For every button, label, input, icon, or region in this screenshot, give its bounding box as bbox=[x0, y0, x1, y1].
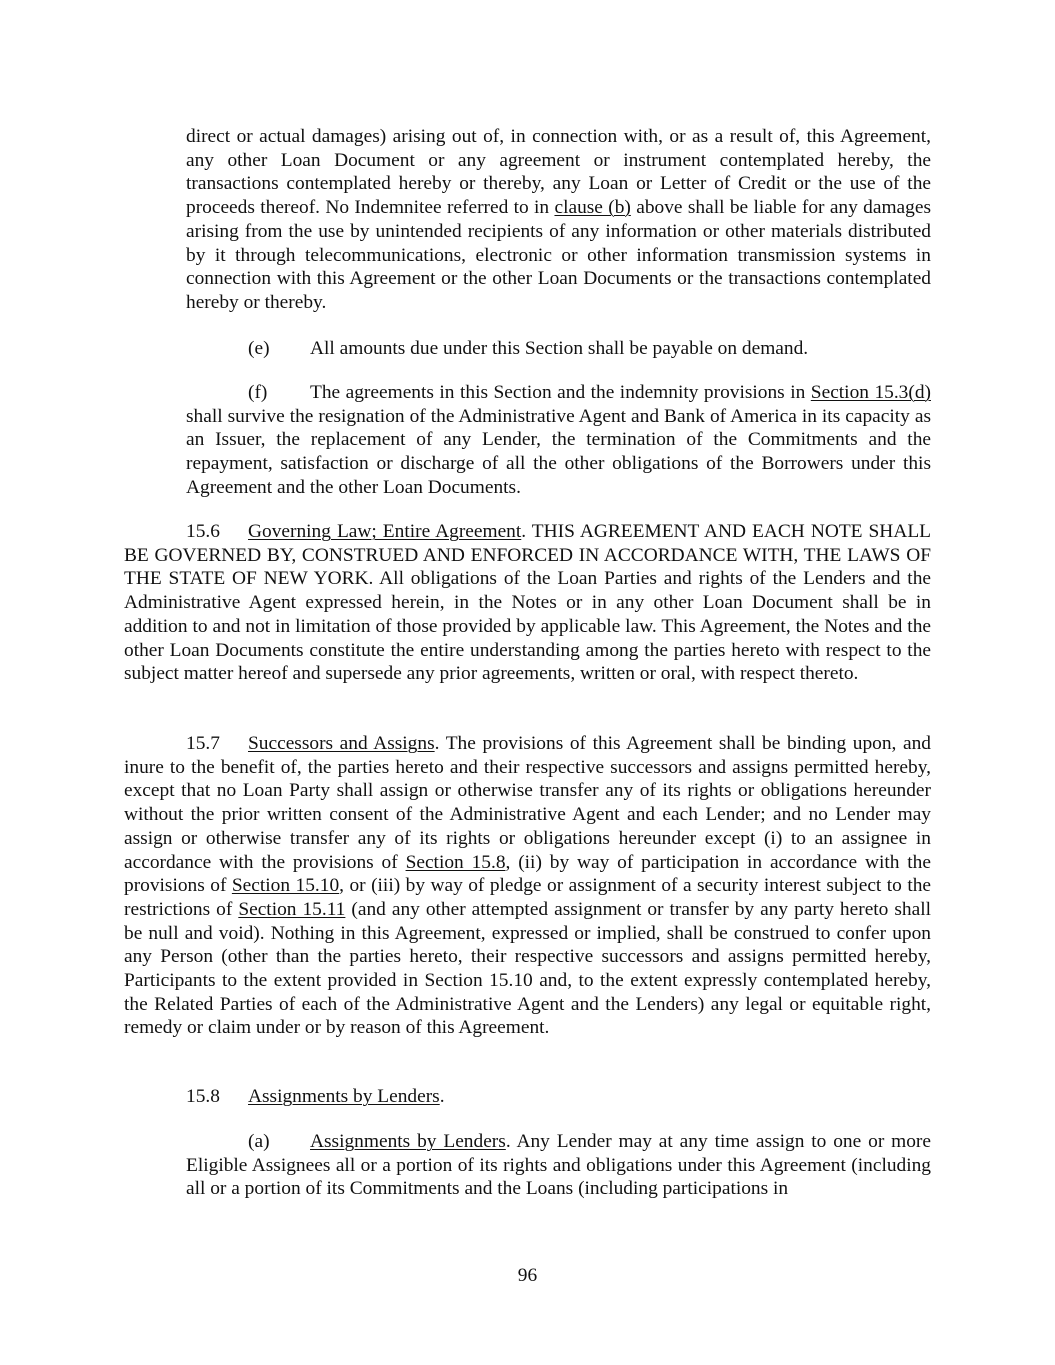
page-number: 96 bbox=[517, 1265, 538, 1286]
cross-reference-link: Section 15.8 bbox=[405, 851, 506, 873]
clause-number: (e) bbox=[248, 338, 270, 359]
cross-reference-link: Section 15.11 bbox=[238, 898, 346, 920]
section-15-6: 15.6 Governing Law; Entire Agreement. THIS AGREEMENT AND EACH NOTE SHALL BE GOVERNED BY, CONSTRUED AND ENFORCED IN ACCORDANCE WITH, THE LAWS OF THE STATE OF NEW YORK. All obligations of the Loan Parties and rights of the Lenders and the Administrative Agent expressed herein, in the Notes or in any other Loan Document shall be in addition to and not in limitation of those provided by applicable law. This Agreement, the Notes and the other Loan Documents constitute the entire understanding among the parties hereto with respect to the subject matter hereof and supersede any prior agreements, written or oral, with respect thereto. bbox=[124, 521, 932, 685]
paragraph-e: (e) All amounts due under this Section shall be payable on demand. bbox=[248, 338, 809, 359]
section-heading: Governing Law; Entire Agreement bbox=[248, 521, 522, 542]
section-15-8: 15.8 Assignments by Lenders. bbox=[186, 1086, 445, 1107]
clause-heading: Assignments by Lenders bbox=[310, 1131, 506, 1152]
cross-reference-link: clause (b) bbox=[554, 197, 631, 219]
paragraph-d-continued: direct or actual damages) arising out of, in connection with, or as a result of, this Agreement, any other Loan Document or any agreement or instrument contemplated hereby, the transactions contemplated hereby or thereby, any Loan or Letter of Credit or the use of the proceeds thereof. No Indemnitee referred to in clause (b) above shall be liable for any damages arising from the use by unintended recipients of any information or other materials distributed by it through telecommunications, electronic or other information transmission systems in connection with this Agreement or the other Loan Documents or the transactions contemplated hereby or thereby. bbox=[186, 126, 931, 313]
section-heading: Assignments by Lenders bbox=[248, 1086, 440, 1107]
cross-reference-link: Section 15.10 bbox=[231, 875, 340, 897]
section-number: 15.7 bbox=[186, 733, 220, 754]
cross-reference-link: Section 15.3(d) bbox=[810, 382, 931, 403]
paragraph-f: (f) The agreements in this Section and the indemnity provisions in Section 15.3(d) shall survive the resignation of the Administrative Agent and Bank of America in its capacity as an Issuer, the replacement of any Lender, the termination of the Commitments and the repayment, satisfaction or discharge of all the other obligations of the Borrowers under this Agreement and the other Loan Documents. bbox=[186, 382, 931, 498]
section-number: 15.8 bbox=[186, 1086, 220, 1107]
section-15-7: 15.7 Successors and Assigns. The provisions of this Agreement shall be binding upon, and inure to the benefit of, the parties hereto and their respective successors and assigns permitted hereby, except that no Loan Party shall assign or otherwise transfer any of its rights or obligations hereunder without the prior written consent of the Administrative Agent and each Lender; and no Lender may assign or otherwise transfer any of its rights or obligations hereunder except (i) to an assignee in accordance with the provisions of Section 15.8, (ii) by way of participation in accordance with the provisions of Section 15.10, or (iii) by way of pledge or assignment of a security interest subject to the restrictions of Section 15.11 (and any other attempted assignment or transfer by any party hereto shall be null and void). Nothing in this Agreement, expressed or implied, shall be construed to confer upon any Person (other than the parties hereto, their respective successors and assigns permitted hereby, Participants to the extent provided in Section 15.10 and, to the extent expressly contemplated hereby, the Related Parties of each of the Administrative Agent and the Lenders) any legal or equitable right, remedy or claim under or by reason of this Agreement. bbox=[124, 733, 932, 1039]
section-number: 15.6 bbox=[186, 521, 220, 542]
section-heading: Successors and Assigns bbox=[248, 733, 435, 754]
clause-number: (f) bbox=[248, 382, 268, 403]
clause-number: (a) bbox=[248, 1131, 270, 1152]
paragraph-a: (a) Assignments by Lenders. Any Lender may at any time assign to one or more Eligible Assignees all or a portion of its rights and obligations under this Agreement (including all or a portion of its Commitments and the Loans (including participations in bbox=[186, 1131, 931, 1200]
